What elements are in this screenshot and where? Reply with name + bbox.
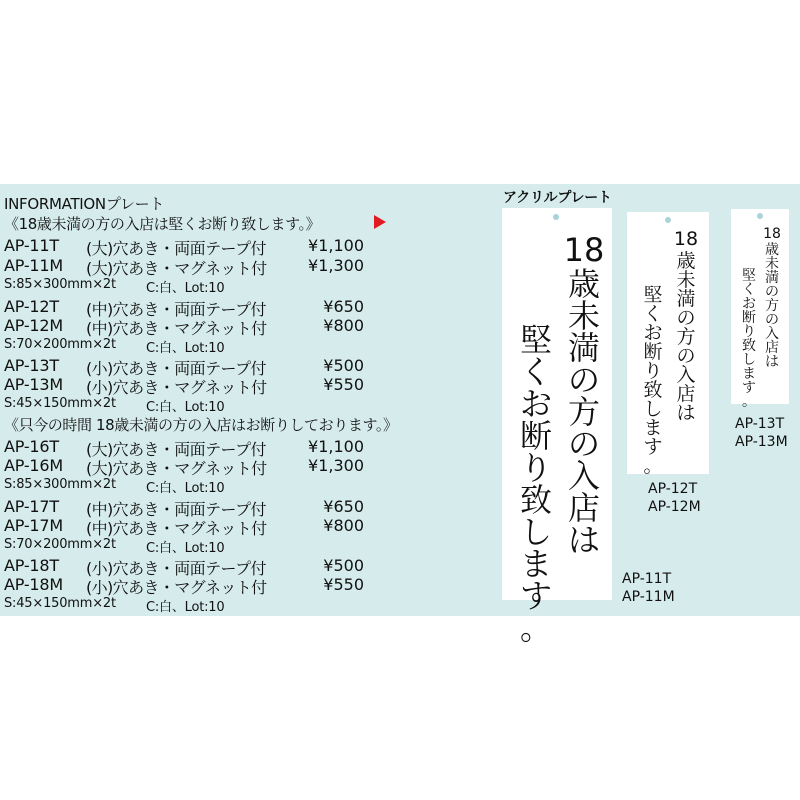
plate-char: 。 — [643, 455, 663, 477]
section1-title: 《18歳未満の方の入店は堅くお断り致します。》 — [4, 215, 321, 233]
spec-color-lot: C:白、Lot:10 — [146, 281, 225, 296]
mount-hole-icon — [553, 214, 559, 220]
plate-label — [735, 415, 788, 451]
spec-size: S:45×150mm×2t — [4, 596, 116, 611]
plate-char: 方 — [676, 326, 696, 348]
product-code: AP-17M — [4, 516, 63, 535]
plate-char: 満 — [676, 288, 696, 310]
plate-char: の — [676, 307, 696, 329]
plate-text-column — [563, 231, 605, 269]
product-code: AP-16T — [4, 437, 59, 456]
plate-text-column — [673, 230, 699, 249]
plate-char: の — [676, 345, 696, 367]
plate-char: 歳 — [676, 250, 696, 272]
plate-char: 店 — [567, 489, 600, 527]
mount-hole-icon — [757, 213, 763, 219]
section2-title: 《只今の時間 18歳未満の方の入店はお断りしております。》 — [4, 416, 398, 434]
plate-char: ま — [643, 417, 663, 439]
spec-line — [4, 277, 225, 296]
plate-char: の — [567, 361, 600, 399]
product-code: AP-17T — [4, 497, 59, 516]
product-price: ¥1,100 — [308, 236, 364, 255]
plate-text-column — [762, 227, 782, 241]
product-price: ¥550 — [323, 575, 364, 594]
plate-char: 致 — [643, 379, 663, 401]
plate-char: 満 — [765, 270, 779, 286]
spec-line — [4, 596, 225, 615]
product-code: AP-18T — [4, 556, 59, 575]
plate-char: お — [519, 385, 552, 423]
spec-color-lot: C:白、Lot:10 — [146, 600, 225, 615]
spec-size: S:45×150mm×2t — [4, 396, 116, 411]
product-price: ¥650 — [323, 497, 364, 516]
spec-line — [4, 396, 225, 415]
plate-text-column — [640, 286, 666, 476]
product-price: ¥1,300 — [308, 456, 364, 475]
plate-code: AP-12T — [648, 481, 698, 497]
spec-color-lot: C:白、Lot:10 — [146, 541, 225, 556]
plate-text-column — [516, 321, 556, 647]
plate-char: 店 — [765, 340, 779, 356]
plate-text-column — [762, 243, 782, 369]
plate-char: す — [742, 380, 756, 396]
product-code: AP-13T — [4, 356, 59, 375]
product-code: AP-13M — [4, 375, 63, 394]
spec-size: S:85×300mm×2t — [4, 477, 116, 492]
product-code: AP-12T — [4, 297, 59, 316]
product-price: ¥800 — [323, 516, 364, 535]
plate-char: り — [643, 360, 663, 382]
plate-char: 入 — [567, 457, 600, 495]
plate-char: 堅 — [742, 268, 756, 284]
plate-char: 断 — [643, 341, 663, 363]
product-price: ¥800 — [323, 316, 364, 335]
plate-char: 堅 — [519, 321, 552, 359]
plate-code: AP-13T — [735, 416, 785, 432]
plate-char: し — [519, 513, 552, 551]
plate-char: 満 — [567, 329, 600, 367]
product-code: AP-16M — [4, 456, 63, 475]
plate-char: の — [765, 284, 779, 300]
spec-color-lot: C:白、Lot:10 — [146, 341, 225, 356]
product-code: AP-11T — [4, 236, 59, 255]
mount-hole-icon — [665, 217, 671, 223]
plate-char: 歳 — [567, 265, 600, 303]
plate-char: す — [643, 436, 663, 458]
plate-char: く — [742, 282, 756, 298]
product-desc: (大)穴あき・マグネット付 — [86, 259, 267, 278]
plate-char: 方 — [765, 298, 779, 314]
spec-size: S:70×200mm×2t — [4, 537, 116, 552]
product-desc: (大)穴あき・両面テープ付 — [86, 440, 266, 459]
red-arrow-icon — [374, 215, 386, 229]
plate-char: 。 — [519, 609, 552, 647]
plate-char: 未 — [676, 269, 696, 291]
product-price: ¥1,300 — [308, 256, 364, 275]
plate-char: 店 — [676, 383, 696, 405]
plate-char: す — [519, 577, 552, 615]
plate-text-column — [673, 252, 699, 423]
product-price: ¥500 — [323, 556, 364, 575]
spec-size: S:85×300mm×2t — [4, 277, 116, 292]
plate-char: 入 — [676, 364, 696, 386]
plate-text-column — [739, 269, 759, 409]
plate-char: 致 — [742, 338, 756, 354]
plate-small — [731, 209, 789, 410]
product-desc: (大)穴あき・両面テープ付 — [86, 239, 266, 258]
product-code: AP-12M — [4, 316, 63, 335]
plate-char: 18 — [673, 228, 699, 250]
plate-medium — [627, 212, 709, 477]
header-title: INFORMATIONプレート — [4, 195, 165, 213]
plate-char: し — [643, 398, 663, 420]
spec-line — [4, 337, 225, 356]
plate-code: AP-12M — [648, 499, 701, 515]
plate-char: ま — [742, 366, 756, 382]
product-desc: (小)穴あき・マグネット付 — [86, 378, 267, 397]
plate-char: お — [742, 296, 756, 312]
product-code: AP-11M — [4, 256, 63, 275]
plate-code: AP-11M — [622, 589, 675, 605]
product-desc: (小)穴あき・マグネット付 — [86, 578, 267, 597]
plate-char: り — [742, 324, 756, 340]
plate-char: 未 — [765, 256, 779, 272]
plate-char: く — [519, 353, 552, 391]
product-price: ¥650 — [323, 297, 364, 316]
plate-char: り — [519, 449, 552, 487]
plate-char: 未 — [567, 297, 600, 335]
acrylic-plate-title: アクリルプレート — [503, 190, 612, 206]
plate-char: の — [567, 425, 600, 463]
product-price: ¥550 — [323, 375, 364, 394]
spec-color-lot: C:白、Lot:10 — [146, 481, 225, 496]
spec-size: S:70×200mm×2t — [4, 337, 116, 352]
plate-char: 堅 — [643, 284, 663, 306]
spec-line — [4, 477, 225, 496]
plate-char: 。 — [742, 394, 756, 410]
plate-char: 歳 — [765, 242, 779, 258]
product-price: ¥1,100 — [308, 437, 364, 456]
plate-char: 入 — [765, 326, 779, 342]
product-desc: (中)穴あき・マグネット付 — [86, 519, 267, 538]
spec-line — [4, 537, 225, 556]
plate-char: 方 — [567, 393, 600, 431]
product-price: ¥500 — [323, 356, 364, 375]
product-desc: (小)穴あき・両面テープ付 — [86, 559, 266, 578]
plate-text-column — [564, 265, 604, 559]
plate-code: AP-13M — [735, 434, 788, 450]
spec-color-lot: C:白、Lot:10 — [146, 400, 225, 415]
plate-char: は — [676, 402, 696, 424]
plate-char: し — [742, 352, 756, 368]
plate-char: 18 — [563, 231, 605, 269]
product-desc: (中)穴あき・両面テープ付 — [86, 300, 266, 319]
product-desc: (中)穴あき・両面テープ付 — [86, 500, 266, 519]
plate-char: 断 — [519, 417, 552, 455]
plate-char: は — [567, 521, 600, 559]
plate-char: く — [643, 303, 663, 325]
plate-large — [502, 208, 612, 647]
plate-char: ま — [519, 545, 552, 583]
plate-char: 18 — [763, 226, 781, 242]
plate-label — [648, 480, 701, 516]
plate-char: の — [765, 312, 779, 328]
plate-char: 断 — [742, 310, 756, 326]
plate-label — [622, 570, 675, 606]
product-desc: (中)穴あき・マグネット付 — [86, 319, 267, 338]
plate-char: は — [765, 354, 779, 370]
plate-code: AP-11T — [622, 571, 672, 587]
plate-char: お — [643, 322, 663, 344]
product-desc: (小)穴あき・両面テープ付 — [86, 359, 266, 378]
product-desc: (大)穴あき・マグネット付 — [86, 459, 267, 478]
plate-char: 致 — [519, 481, 552, 519]
product-code: AP-18M — [4, 575, 63, 594]
